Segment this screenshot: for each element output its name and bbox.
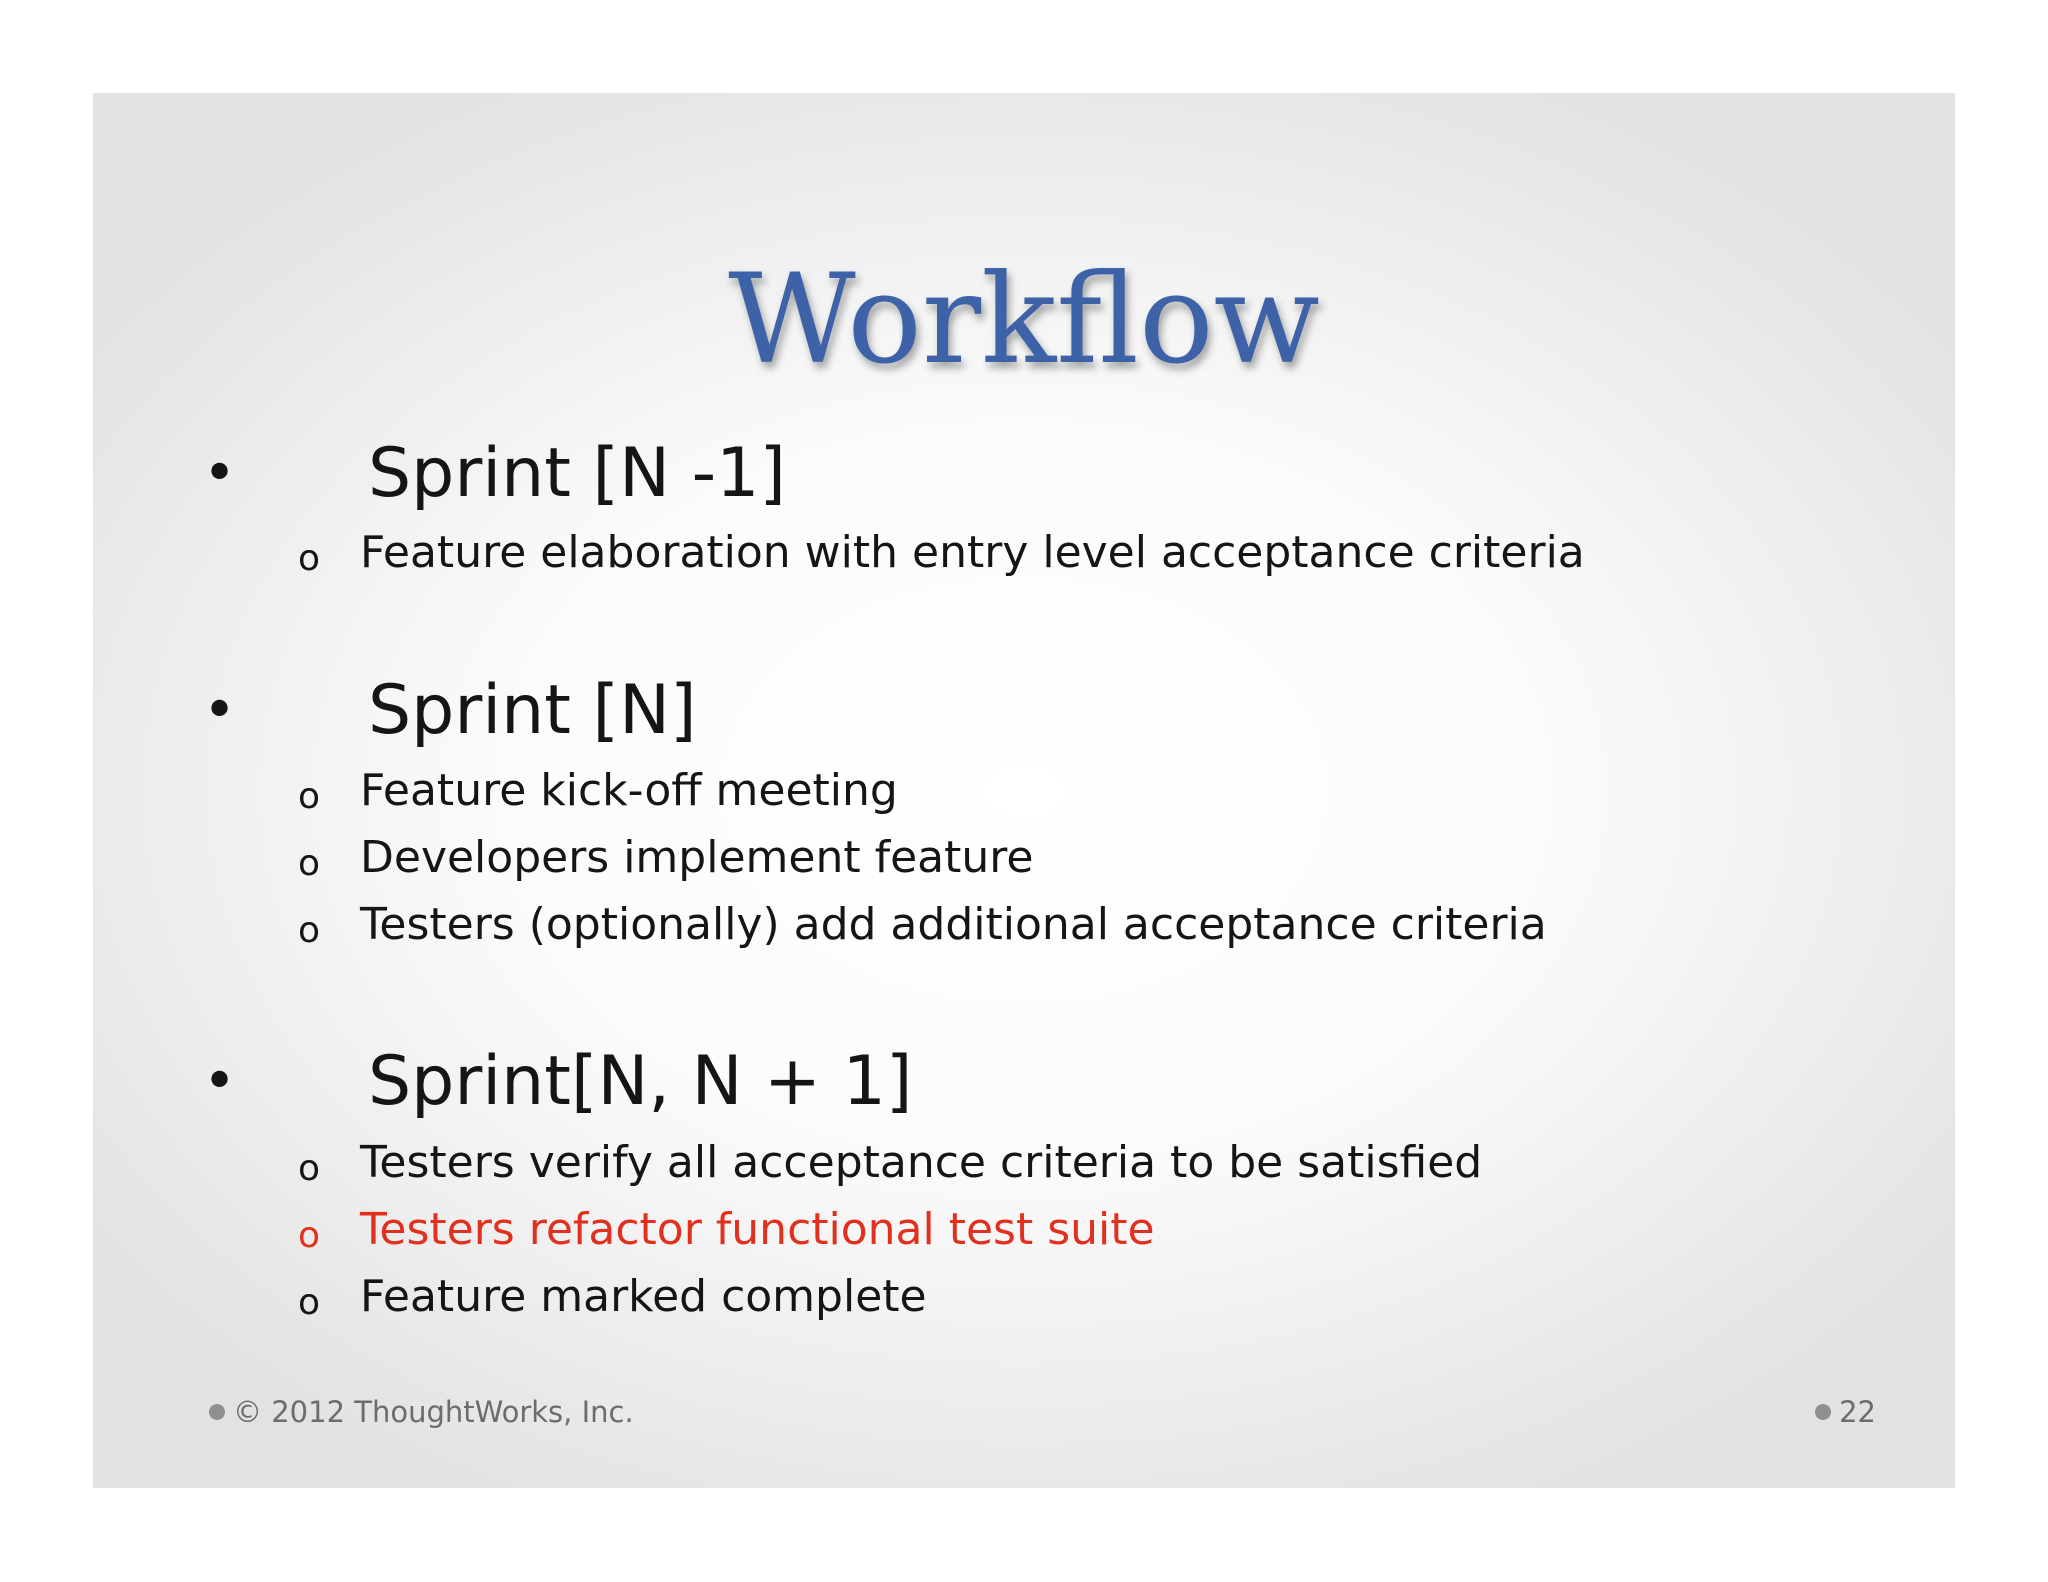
bullet-icon: • [203,678,237,743]
bullet-heading: Sprint[N, N + 1] [368,1042,913,1121]
sub-bullet-icon: o [298,1282,321,1323]
sub-bullet-icon: o [298,776,321,817]
sub-bullet-text: Testers (optionally) add additional acceptance criteria [360,899,1547,950]
bullet-icon: • [203,1049,237,1114]
sub-bullet-icon: o [298,910,321,951]
bullet-icon: • [203,441,237,506]
footer-dot-icon [1815,1404,1831,1420]
sub-bullet-text: Feature marked complete [360,1271,927,1322]
sub-bullet-icon: o [298,1148,321,1189]
sub-bullet-text: Testers refactor functional test suite [360,1204,1155,1255]
footer-copyright [209,1395,634,1429]
sub-bullet-text: Feature elaboration with entry level acceptance criteria [360,527,1585,578]
sub-bullet-icon: o [298,843,321,884]
sub-bullet-text: Developers implement feature [360,832,1034,883]
bullet-list [93,93,1955,1488]
sub-bullet-icon: o [298,538,321,579]
bullet-heading: Sprint [N] [368,671,697,750]
sub-bullet-icon: o [298,1215,321,1256]
bullet-heading: Sprint [N -1] [368,434,786,513]
footer-dot-icon [209,1404,225,1420]
copyright-text: © 2012 ThoughtWorks, Inc. [233,1395,634,1429]
sub-bullet-text: Testers verify all acceptance criteria to be satisfied [360,1137,1483,1188]
slide [93,93,1955,1488]
sub-bullet-text: Feature kick-off meeting [360,765,898,816]
footer-page-number [1815,1395,1876,1429]
page-number: 22 [1839,1395,1876,1429]
slide-title: Workflow [728,248,1320,392]
